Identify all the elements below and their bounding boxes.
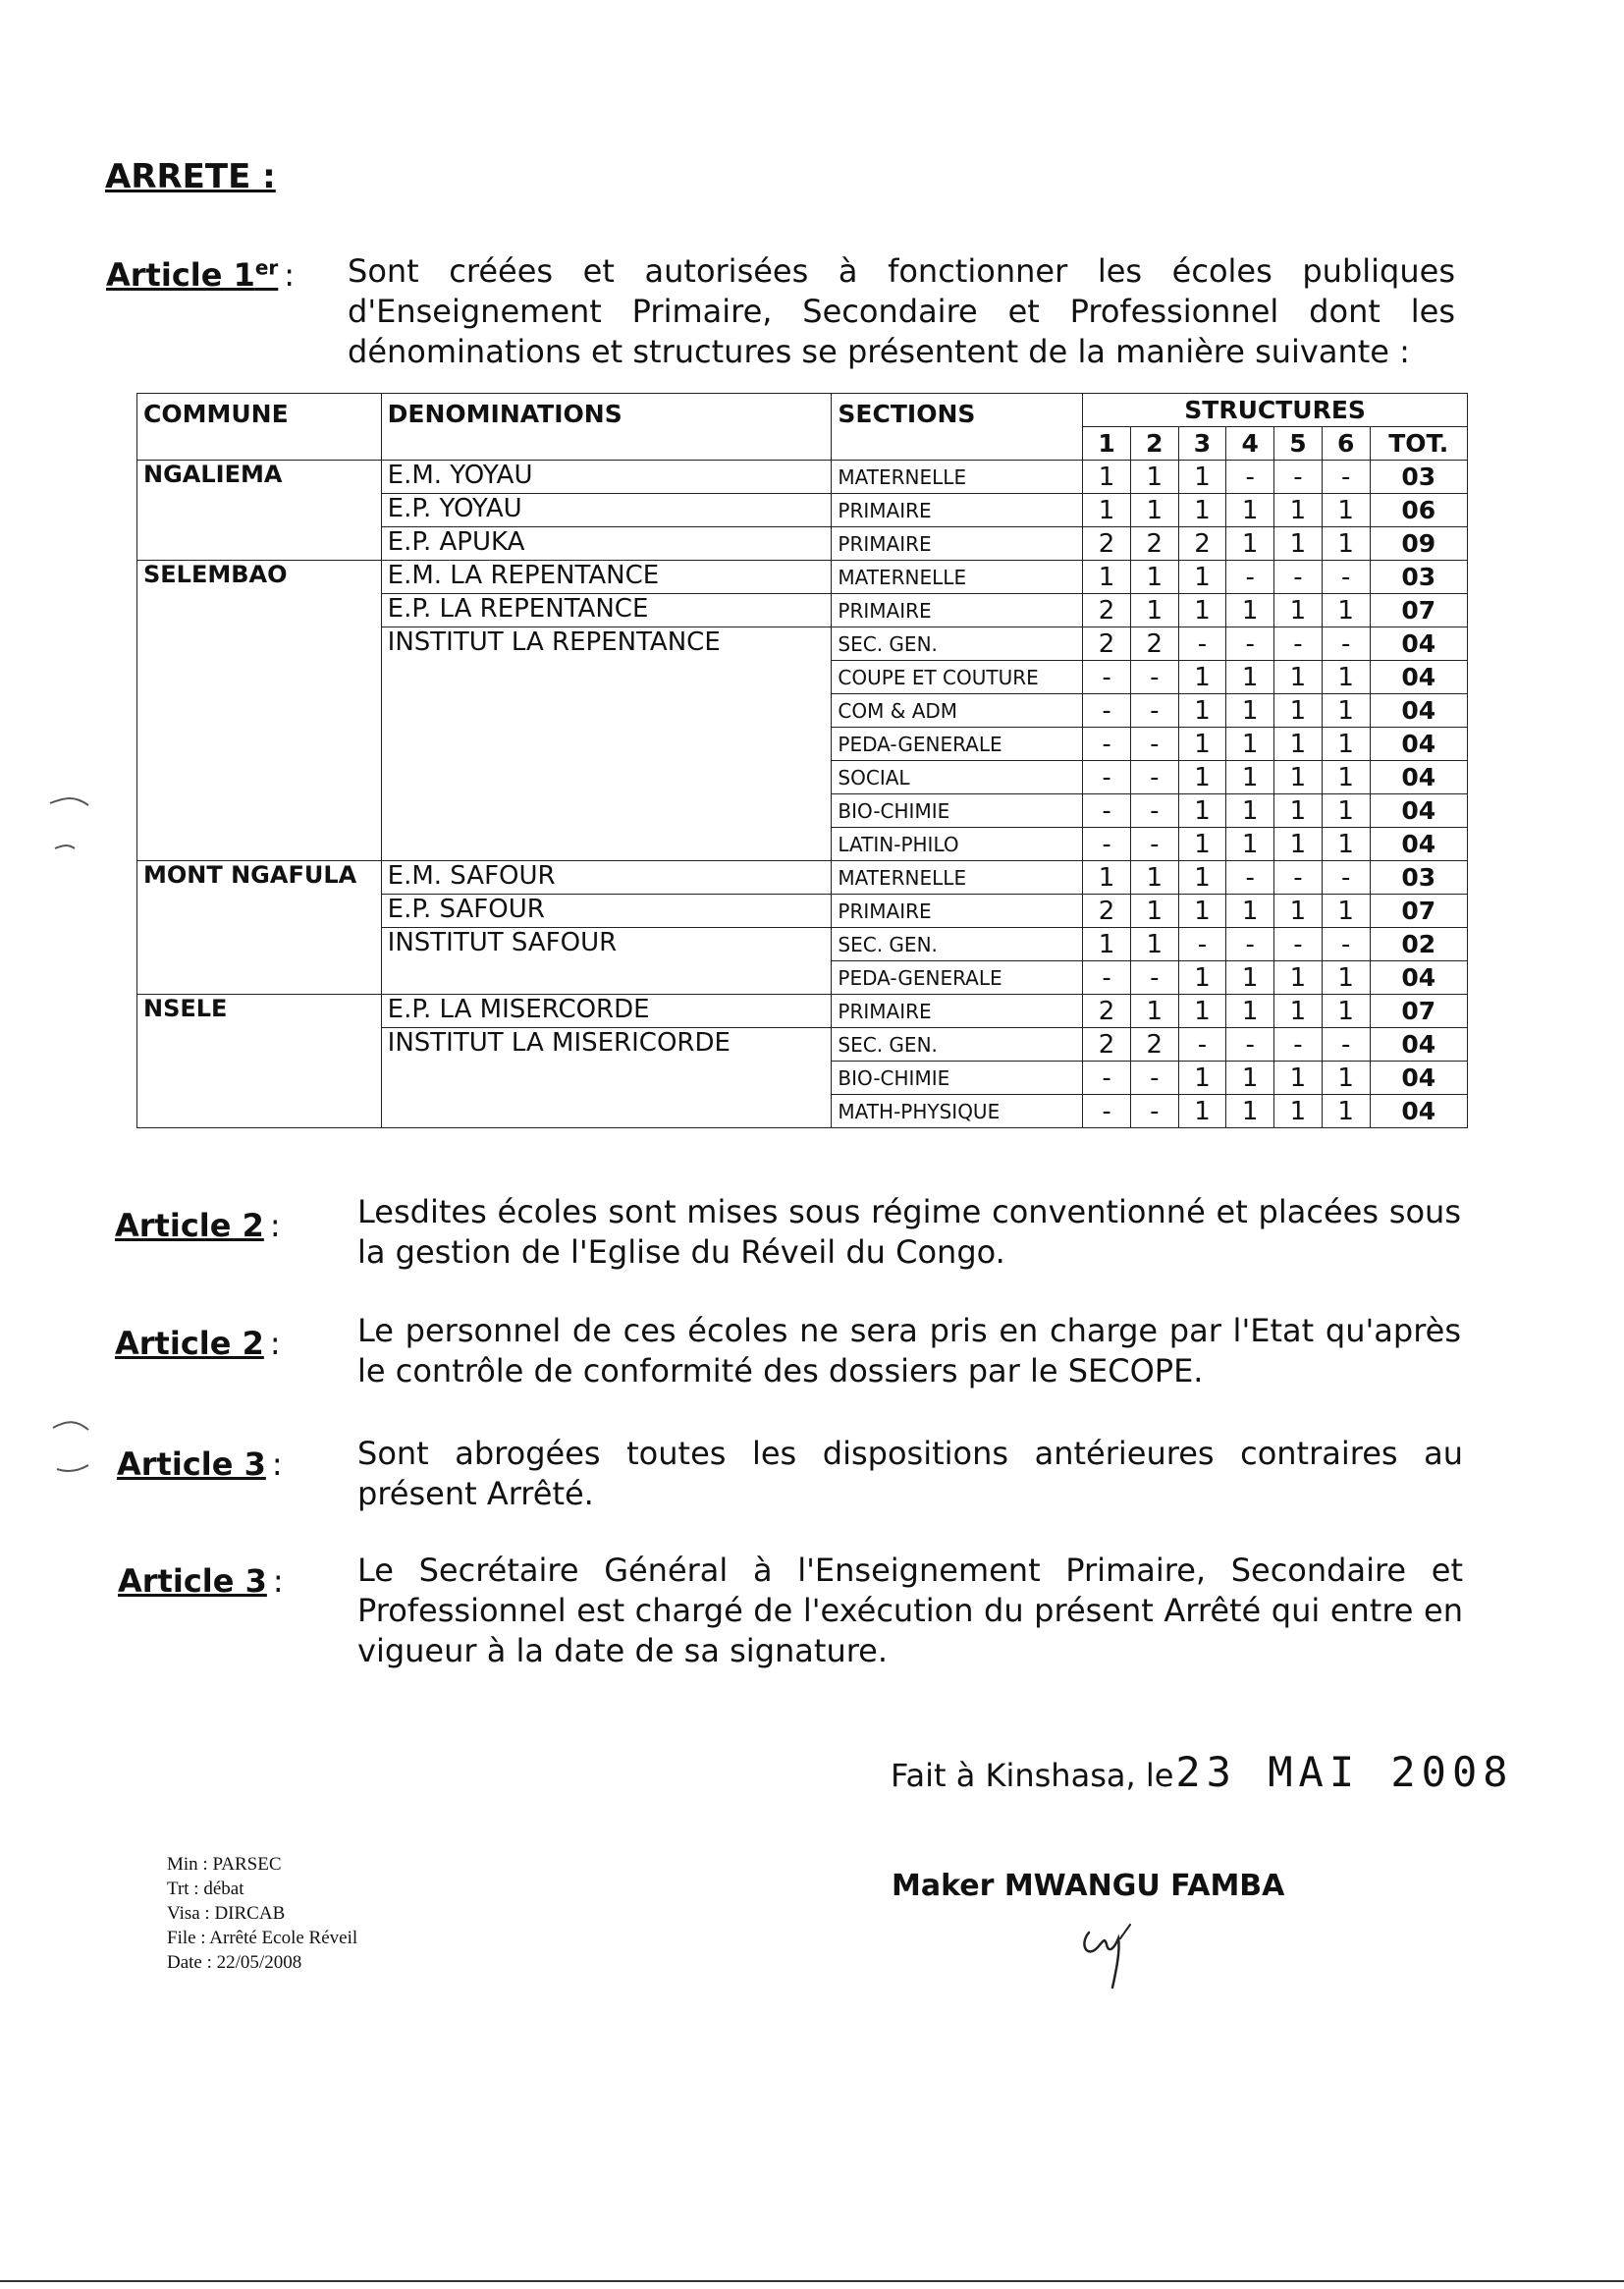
structure-value-cell: 1 — [1322, 828, 1370, 861]
structure-value-cell: 1 — [1226, 761, 1274, 794]
structure-value-cell: 1 — [1178, 594, 1226, 627]
structure-value-cell: 1 — [1178, 961, 1226, 995]
total-cell: 04 — [1370, 828, 1468, 861]
total-cell: 07 — [1370, 995, 1468, 1028]
header-col-6: 6 — [1322, 427, 1370, 461]
structure-value-cell: - — [1322, 861, 1370, 895]
structure-value-cell: - — [1274, 1028, 1323, 1062]
structure-value-cell: 1 — [1322, 594, 1370, 627]
structure-value-cell: 1 — [1083, 494, 1131, 527]
structure-value-cell: 1 — [1226, 694, 1274, 728]
decree-heading: ARRETE : — [105, 157, 276, 196]
structure-value-cell: 1 — [1322, 1095, 1370, 1128]
total-cell: 09 — [1370, 527, 1468, 561]
total-cell: 07 — [1370, 895, 1468, 928]
structure-value-cell: 1 — [1226, 895, 1274, 928]
denomination-cell: INSTITUT SAFOUR — [381, 928, 832, 995]
structure-value-cell: - — [1130, 761, 1178, 794]
section-cell: MATERNELLE — [832, 861, 1083, 895]
structure-value-cell: 1 — [1226, 961, 1274, 995]
article-3b-label-text: Article 3 — [118, 1562, 267, 1600]
article-1-superscript: er — [254, 255, 279, 279]
denomination-cell: E.M. SAFOUR — [381, 861, 832, 895]
structure-value-cell: 1 — [1178, 761, 1226, 794]
structure-value-cell: 1 — [1274, 661, 1323, 694]
structure-value-cell: 1 — [1274, 694, 1323, 728]
denomination-cell: E.P. LA REPENTANCE — [381, 594, 832, 627]
structure-value-cell: 2 — [1130, 527, 1178, 561]
section-cell: MATERNELLE — [832, 561, 1083, 594]
article-2b-text: Le personnel de ces écoles ne sera pris en charge par l'Etat qu'après le contrôle de conformité des dossiers par le SECOPE. — [357, 1312, 1461, 1390]
section-cell: PEDA-GENERALE — [832, 728, 1083, 761]
section-cell: BIO-CHIMIE — [832, 1062, 1083, 1095]
structure-value-cell: - — [1083, 1095, 1131, 1128]
structure-value-cell: - — [1083, 694, 1131, 728]
total-cell: 04 — [1370, 661, 1468, 694]
denomination-cell: E.P. SAFOUR — [381, 895, 832, 928]
structure-value-cell: 1 — [1322, 527, 1370, 561]
structure-value-cell: 2 — [1083, 527, 1131, 561]
handwritten-signature — [1075, 1915, 1154, 1993]
structure-value-cell: 1 — [1322, 961, 1370, 995]
structure-value-cell: 1 — [1322, 1062, 1370, 1095]
place-and-date — [891, 1748, 1514, 1796]
section-cell: MATH-PHYSIQUE — [832, 1095, 1083, 1128]
total-cell: 03 — [1370, 461, 1468, 494]
stamped-date: 23 MAI 2008 — [1175, 1748, 1514, 1796]
article-2-label-text: Article 2 — [115, 1207, 264, 1244]
structure-value-cell: - — [1083, 794, 1131, 828]
structure-value-cell: - — [1226, 928, 1274, 961]
article-1-text: Sont créées et autorisées à fonctionner les écoles publiques d'Enseignement Primaire, Secondaire et Professionnel dont les dénominations et structures se présentent de la manière suivante : — [348, 252, 1455, 370]
structure-value-cell: - — [1274, 561, 1323, 594]
commune-cell: SELEMBAO — [137, 561, 382, 861]
header-col-1: 1 — [1083, 427, 1131, 461]
structure-value-cell: 1 — [1130, 594, 1178, 627]
structure-value-cell: - — [1083, 728, 1131, 761]
total-cell: 04 — [1370, 694, 1468, 728]
structure-value-cell: - — [1178, 627, 1226, 661]
total-cell: 06 — [1370, 494, 1468, 527]
structure-value-cell: 1 — [1274, 794, 1323, 828]
structure-value-cell: 1 — [1178, 561, 1226, 594]
total-cell: 04 — [1370, 761, 1468, 794]
total-cell: 04 — [1370, 728, 1468, 761]
article-2b-label-text: Article 2 — [115, 1325, 264, 1362]
section-cell: COUPE ET COUTURE — [832, 661, 1083, 694]
structure-value-cell: 2 — [1130, 627, 1178, 661]
article-2-text: Lesdites écoles sont mises sous régime conventionné et placées sous la gestion de l'Eglise du Réveil du Congo. — [357, 1193, 1461, 1271]
article-3-text: Sont abrogées toutes les dispositions antérieures contraires au présent Arrêté. — [357, 1435, 1463, 1512]
structure-value-cell: 1 — [1226, 661, 1274, 694]
article-2-label: Article 2 : — [115, 1207, 281, 1244]
structure-value-cell: 1 — [1274, 728, 1323, 761]
total-cell: 03 — [1370, 561, 1468, 594]
structure-value-cell: 1 — [1226, 794, 1274, 828]
structure-value-cell: 1 — [1178, 995, 1226, 1028]
total-cell: 04 — [1370, 1062, 1468, 1095]
structure-value-cell: 1 — [1274, 895, 1323, 928]
commune-cell: NGALIEMA — [137, 461, 382, 561]
structure-value-cell: 1 — [1274, 1062, 1323, 1095]
structure-value-cell: - — [1274, 861, 1323, 895]
structure-value-cell: - — [1083, 661, 1131, 694]
structure-value-cell: 1 — [1178, 1062, 1226, 1095]
structure-value-cell: - — [1083, 761, 1131, 794]
place-text: Fait à Kinshasa, le — [891, 1757, 1174, 1794]
structure-value-cell: 1 — [1178, 828, 1226, 861]
structure-value-cell: - — [1322, 928, 1370, 961]
structure-value-cell: 2 — [1083, 1028, 1131, 1062]
structure-value-cell: 2 — [1083, 995, 1131, 1028]
article-3b-text: Le Secrétaire Général à l'Enseignement Primaire, Secondaire et Professionnel est chargé de l'exécution du présent Arrêté qui entre en vigueur à la date de sa signature. — [357, 1552, 1463, 1669]
margin-hole-punch-mark — [45, 791, 104, 860]
article-1-label: Article 1er : — [106, 255, 296, 294]
structure-value-cell: 1 — [1083, 561, 1131, 594]
section-cell: SEC. GEN. — [832, 1028, 1083, 1062]
structure-value-cell: 1 — [1083, 928, 1131, 961]
structure-value-cell: 1 — [1274, 761, 1323, 794]
structure-value-cell: 1 — [1274, 527, 1323, 561]
structure-value-cell: 1 — [1178, 661, 1226, 694]
table-row — [137, 561, 1468, 594]
total-cell: 04 — [1370, 794, 1468, 828]
section-cell: BIO-CHIMIE — [832, 794, 1083, 828]
structure-value-cell: - — [1226, 861, 1274, 895]
header-col-5: 5 — [1274, 427, 1323, 461]
commune-cell: MONT NGAFULA — [137, 861, 382, 995]
footer-note-line: Min : PARSEC — [167, 1854, 282, 1875]
denomination-cell: E.P. APUKA — [381, 527, 832, 561]
header-denominations: DENOMINATIONS — [381, 394, 832, 461]
footer-notes — [167, 1852, 357, 1975]
section-cell: LATIN-PHILO — [832, 828, 1083, 861]
section-cell: SEC. GEN. — [832, 928, 1083, 961]
structure-value-cell: - — [1226, 627, 1274, 661]
structure-value-cell: - — [1083, 828, 1131, 861]
structure-value-cell: 1 — [1274, 828, 1323, 861]
structure-value-cell: 1 — [1130, 561, 1178, 594]
denomination-cell: E.M. YOYAU — [381, 461, 832, 494]
structure-value-cell: 1 — [1322, 794, 1370, 828]
structure-value-cell: 1 — [1226, 828, 1274, 861]
table-row — [137, 995, 1468, 1028]
total-cell: 04 — [1370, 1095, 1468, 1128]
article-2b-label: Article 2 : — [115, 1325, 281, 1362]
structure-value-cell: - — [1274, 928, 1323, 961]
structure-value-cell: 2 — [1083, 627, 1131, 661]
structure-value-cell: 1 — [1130, 461, 1178, 494]
structure-value-cell: 1 — [1274, 995, 1323, 1028]
structure-value-cell: - — [1130, 1062, 1178, 1095]
structure-value-cell: - — [1083, 961, 1131, 995]
structure-value-cell: 1 — [1322, 494, 1370, 527]
header-sections: SECTIONS — [832, 394, 1083, 461]
structure-value-cell: - — [1083, 1062, 1131, 1095]
structure-value-cell: 1 — [1322, 728, 1370, 761]
header-structures: STRUCTURES — [1083, 394, 1468, 427]
structure-value-cell: 1 — [1130, 995, 1178, 1028]
footer-note-line: Trt : débat — [167, 1879, 244, 1899]
total-cell: 02 — [1370, 928, 1468, 961]
structure-value-cell: 1 — [1226, 995, 1274, 1028]
footer-note-line: File : Arrêté Ecole Réveil — [167, 1928, 358, 1948]
structures-table-body — [137, 461, 1468, 1128]
denomination-cell: E.M. LA REPENTANCE — [381, 561, 832, 594]
structure-value-cell: 1 — [1083, 861, 1131, 895]
structure-value-cell: 1 — [1274, 594, 1323, 627]
structure-value-cell: 1 — [1322, 694, 1370, 728]
structure-value-cell: 1 — [1083, 461, 1131, 494]
header-col-tot: TOT. — [1370, 427, 1468, 461]
structure-value-cell: - — [1226, 461, 1274, 494]
structures-table — [136, 393, 1468, 1128]
article-3b-label: Article 3 : — [118, 1562, 284, 1600]
structure-value-cell: 1 — [1322, 895, 1370, 928]
section-cell: COM & ADM — [832, 694, 1083, 728]
structure-value-cell: - — [1322, 561, 1370, 594]
denomination-cell: INSTITUT LA MISERICORDE — [381, 1028, 832, 1128]
structure-value-cell: 1 — [1226, 1095, 1274, 1128]
structure-value-cell: - — [1130, 961, 1178, 995]
structure-value-cell: - — [1274, 627, 1323, 661]
structure-value-cell: 1 — [1130, 895, 1178, 928]
structure-value-cell: 1 — [1178, 728, 1226, 761]
structure-value-cell: 1 — [1226, 494, 1274, 527]
structure-value-cell: 1 — [1178, 461, 1226, 494]
article-3-label: Article 3 : — [117, 1445, 283, 1483]
structure-value-cell: 1 — [1274, 494, 1323, 527]
structure-value-cell: 2 — [1083, 895, 1131, 928]
commune-cell: NSELE — [137, 995, 382, 1128]
denomination-cell: E.P. LA MISERCORDE — [381, 995, 832, 1028]
structure-value-cell: - — [1130, 828, 1178, 861]
total-cell: 03 — [1370, 861, 1468, 895]
section-cell: PRIMAIRE — [832, 527, 1083, 561]
structure-value-cell: - — [1226, 561, 1274, 594]
structure-value-cell: 2 — [1130, 1028, 1178, 1062]
table-row — [137, 861, 1468, 895]
table-row — [137, 461, 1468, 494]
structure-value-cell: 1 — [1226, 527, 1274, 561]
structure-value-cell: - — [1322, 461, 1370, 494]
bottom-edge-line — [0, 2280, 1624, 2282]
denomination-cell: E.P. YOYAU — [381, 494, 832, 527]
structure-value-cell: 1 — [1274, 961, 1323, 995]
section-cell: PRIMAIRE — [832, 594, 1083, 627]
structure-value-cell: 1 — [1130, 861, 1178, 895]
denomination-cell: INSTITUT LA REPENTANCE — [381, 627, 832, 861]
structure-value-cell: 1 — [1322, 761, 1370, 794]
structure-value-cell: - — [1130, 794, 1178, 828]
article-3-label-text: Article 3 — [117, 1445, 266, 1483]
section-cell: PRIMAIRE — [832, 494, 1083, 527]
structure-value-cell: - — [1274, 461, 1323, 494]
structure-value-cell: 2 — [1083, 594, 1131, 627]
structure-value-cell: - — [1130, 1095, 1178, 1128]
header-col-4: 4 — [1226, 427, 1274, 461]
structure-value-cell: - — [1130, 728, 1178, 761]
structure-value-cell: 1 — [1178, 694, 1226, 728]
structure-value-cell: 1 — [1178, 861, 1226, 895]
structure-value-cell: 1 — [1274, 1095, 1323, 1128]
structure-value-cell: 1 — [1322, 661, 1370, 694]
section-cell: PRIMAIRE — [832, 895, 1083, 928]
section-cell: PEDA-GENERALE — [832, 961, 1083, 995]
structure-value-cell: - — [1178, 928, 1226, 961]
header-col-2: 2 — [1130, 427, 1178, 461]
header-commune: COMMUNE — [137, 394, 382, 461]
structure-value-cell: - — [1322, 627, 1370, 661]
structure-value-cell: 1 — [1178, 1095, 1226, 1128]
structure-value-cell: 2 — [1178, 527, 1226, 561]
footer-note-line: Date : 22/05/2008 — [167, 1952, 302, 1973]
structure-value-cell: 1 — [1226, 728, 1274, 761]
total-cell: 04 — [1370, 961, 1468, 995]
section-cell: MATERNELLE — [832, 461, 1083, 494]
signer-name: Maker MWANGU FAMBA — [892, 1869, 1285, 1903]
structure-value-cell: 1 — [1226, 1062, 1274, 1095]
structure-value-cell: 1 — [1130, 494, 1178, 527]
article-1-label-text: Article 1 — [106, 255, 255, 294]
structure-value-cell: 1 — [1178, 895, 1226, 928]
header-col-3: 3 — [1178, 427, 1226, 461]
structure-value-cell: 1 — [1130, 928, 1178, 961]
total-cell: 04 — [1370, 627, 1468, 661]
section-cell: SOCIAL — [832, 761, 1083, 794]
structure-value-cell: - — [1130, 694, 1178, 728]
structure-value-cell: 1 — [1226, 594, 1274, 627]
structure-value-cell: - — [1322, 1028, 1370, 1062]
section-cell: SEC. GEN. — [832, 627, 1083, 661]
structure-value-cell: 1 — [1322, 995, 1370, 1028]
structure-value-cell: - — [1130, 661, 1178, 694]
total-cell: 04 — [1370, 1028, 1468, 1062]
structure-value-cell: - — [1178, 1028, 1226, 1062]
section-cell: PRIMAIRE — [832, 995, 1083, 1028]
footer-note-line: Visa : DIRCAB — [167, 1903, 286, 1924]
total-cell: 07 — [1370, 594, 1468, 627]
structure-value-cell: 1 — [1178, 794, 1226, 828]
margin-hole-punch-mark — [49, 1414, 108, 1483]
structure-value-cell: 1 — [1178, 494, 1226, 527]
structure-value-cell: - — [1226, 1028, 1274, 1062]
